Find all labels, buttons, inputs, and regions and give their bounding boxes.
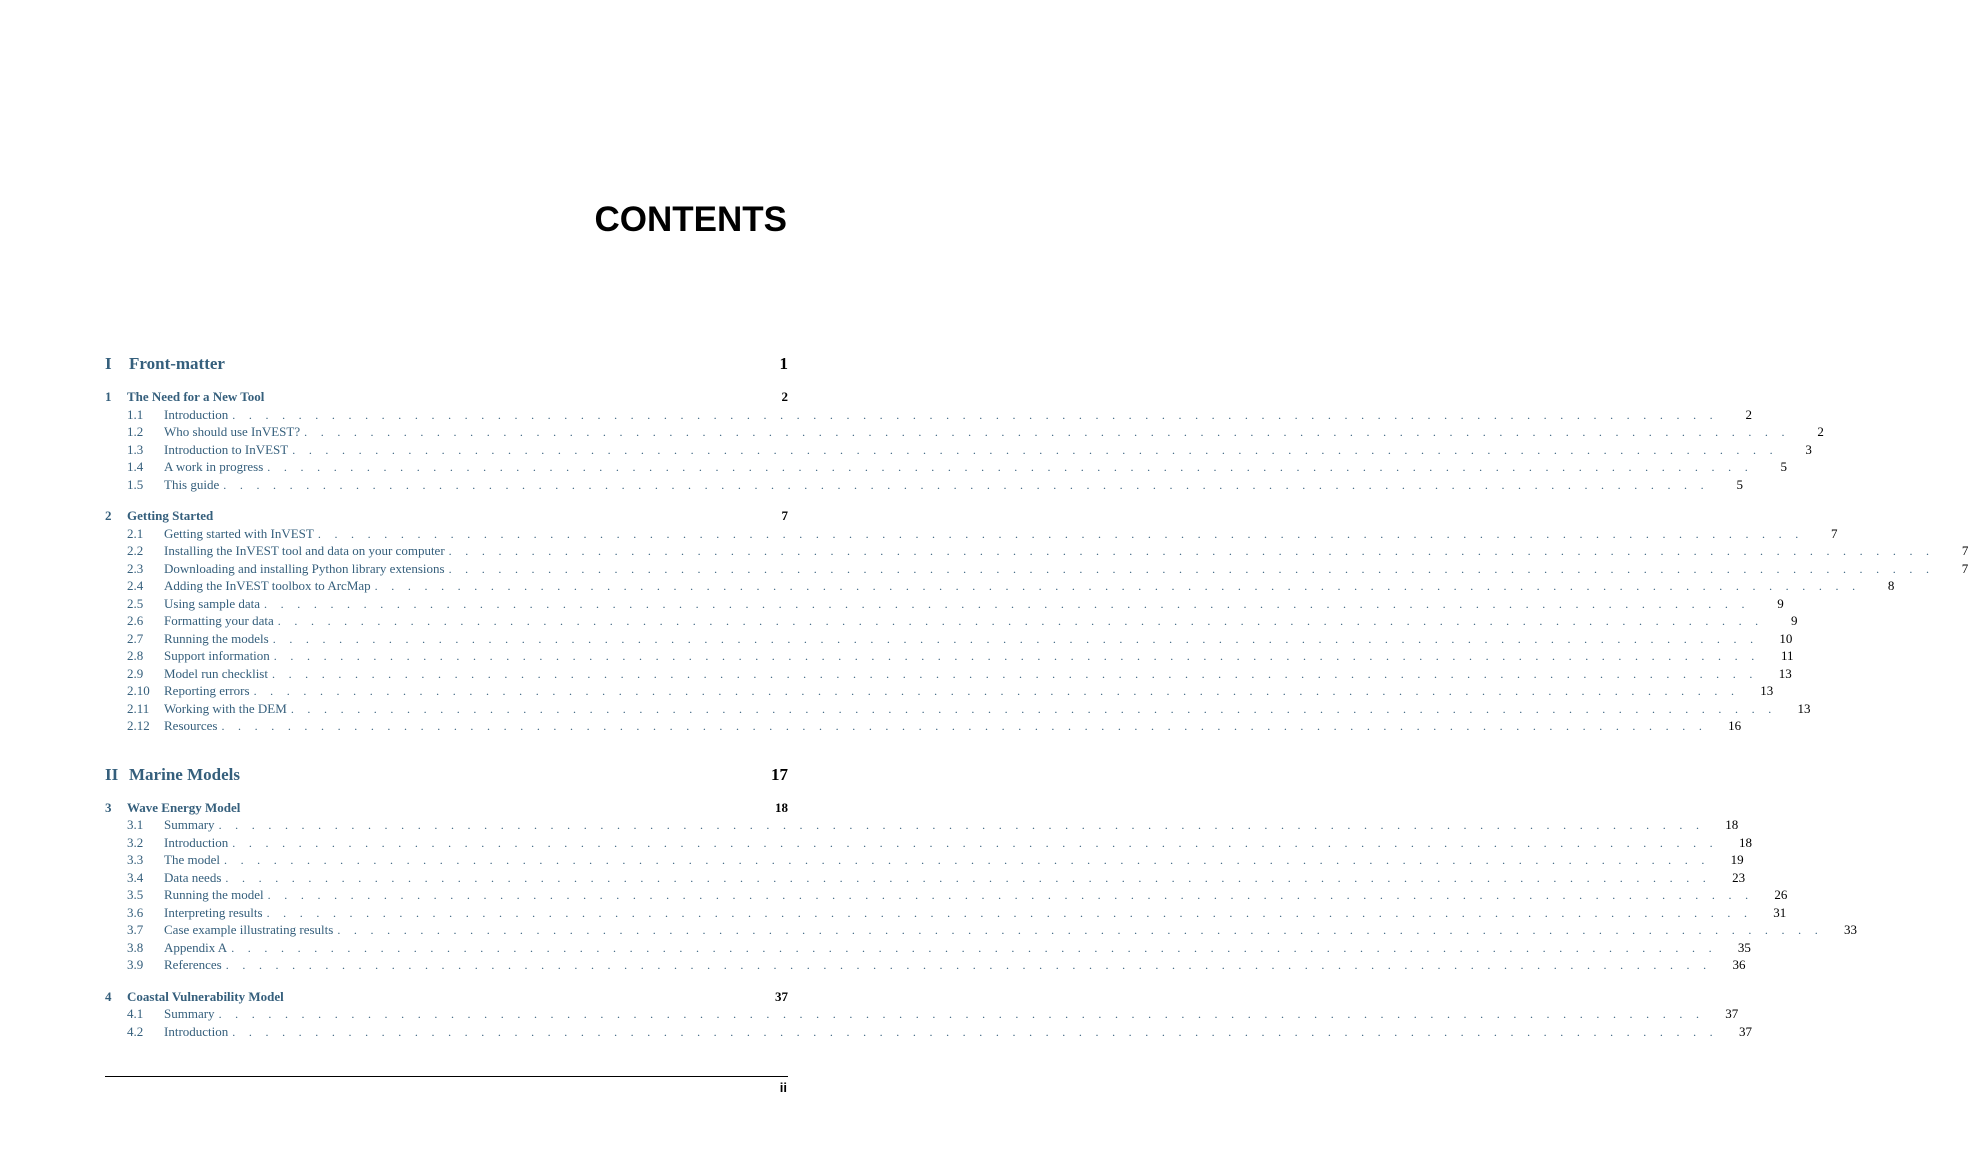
toc-section-title: Model run checklist (164, 665, 268, 681)
toc-section-number: 2.7 (127, 630, 144, 646)
toc-section-number: 2.12 (127, 718, 150, 733)
toc-section-title: Introduction to InVEST (164, 441, 289, 457)
toc-section-entry[interactable] (105, 682, 1774, 700)
toc-section-number: 1.1 (127, 406, 144, 422)
toc-section-number: 3.5 (127, 887, 144, 902)
toc-section-page: 8 (1887, 578, 1895, 593)
toc-leader-dots: . . . . . . . . . . . . . . . . . . . . . . . . . . . . . . . . . . . . . . . . . . . . . . . . . . . . . . . . . . . . . . . . . . . . . . . . . . . . . . . . . . . . . . . . . . (317, 526, 1804, 541)
page-title: CONTENTS (594, 200, 787, 239)
toc-section-entry[interactable] (105, 595, 1784, 613)
toc-chapter-entry[interactable] (105, 799, 788, 817)
toc-part-number: II (105, 764, 119, 784)
toc-chapter-entry[interactable] (105, 507, 788, 525)
toc-chapter-number: 4 (105, 988, 112, 1004)
toc-section-title: Running the models (164, 630, 269, 646)
toc-section-page: 31 (1773, 904, 1787, 920)
toc-section-entry[interactable] (105, 476, 1743, 494)
toc-part-title: Marine Models (129, 764, 240, 784)
toc-section-title: Using sample data (164, 595, 261, 611)
toc-section-title: Running the model (164, 887, 264, 902)
toc-section-title: Introduction (164, 1023, 229, 1039)
toc-section-number: 4.1 (127, 1006, 144, 1021)
toc-leader-dots: . . . . . . . . . . . . . . . . . . . . . . . . . . . . . . . . . . . . . . . . . . . . . . . . . . . . . . . . . . . . . . . . . . . . . . . . . . . . . . . . . . . . . . . . . . (225, 958, 1712, 972)
toc-section-entry[interactable] (105, 665, 1792, 683)
toc-section-title: Adding the InVEST toolbox to ArcMap (164, 578, 371, 593)
toc-leader-dots: . . . . . . . . . . . . . . . . . . . . . . . . . . . . . . . . . . . . . . . . . . . . . . . . . . . . . . . . . . . . . . . . . . . . . . . . . . . . . . . . . . . . . . . . . . (223, 853, 1710, 867)
toc-chapter-entry[interactable] (105, 388, 788, 406)
toc-leader-dots: . . . . . . . . . . . . . . . . . . . . . . . . . . . . . . . . . . . . . . . . . . . . . . . . . . . . . . . . . . . . . . . . . . . . . . . . . . . . . . . . . . . . . . . . . . (448, 544, 1935, 558)
toc-leader-dots: . . . . . . . . . . . . . . . . . . . . . . . . . . . . . . . . . . . . . . . . . . . . . . . . . . . . . . . . . . . . . . . . . . . . . . . . . . . . . . . . . . . . . . . . . . (337, 923, 1824, 937)
toc-section-page: 13 (1797, 700, 1811, 716)
toc-section-title: This guide (164, 476, 220, 492)
toc-section-page: 18 (1738, 834, 1752, 850)
toc-section-title: Support information (164, 648, 270, 663)
toc-section-number: 3.7 (127, 922, 144, 937)
toc-part-label (105, 354, 225, 374)
toc-section-page: 9 (1777, 595, 1784, 611)
footer-page-number: ii (779, 1080, 787, 1095)
toc-section-entry[interactable] (105, 577, 1895, 595)
toc-chapter-label (105, 988, 284, 1006)
toc-section-title: Formatting your data (164, 613, 274, 628)
toc-section-page: 16 (1728, 718, 1742, 733)
toc-leader-dots: . . . . . . . . . . . . . . . . . . . . . . . . . . . . . . . . . . . . . . . . . . . . . . . . . . . . . . . . . . . . . . . . . . . . . . . . . . . . . . . . . . . . . . . . . . (232, 1024, 1718, 1039)
toc-section-entry[interactable] (105, 886, 1788, 904)
toc-section-number: 2.8 (127, 648, 144, 663)
toc-section-page: 26 (1774, 887, 1788, 902)
toc-section-number: 2.10 (127, 683, 150, 698)
toc-section-page: 11 (1780, 648, 1794, 663)
toc-chapter-number: 2 (105, 508, 112, 523)
toc-section-page: 5 (1780, 459, 1787, 474)
toc-chapter-title: Wave Energy Model (127, 799, 241, 815)
toc-leader-dots: . . . . . . . . . . . . . . . . . . . . . . . . . . . . . . . . . . . . . . . . . . . . . . . . . . . . . . . . . . . . . . . . . . . . . . . . . . . . . . . . . . . . . . . . . . (231, 940, 1717, 955)
toc-section-page: 35 (1737, 939, 1751, 955)
toc-section-entry[interactable] (105, 700, 1811, 718)
toc-section-page: 2 (1817, 424, 1824, 439)
toc-leader-dots: . . . . . . . . . . . . . . . . . . . . . . . . . . . . . . . . . . . . . . . . . . . . . . . . . . . . . . . . . . . . . . . . . . . . . . . . . . . . . . . . . . . . . . . . . . (290, 701, 1777, 716)
toc-section-page: 19 (1730, 852, 1744, 867)
footer-divider (105, 1076, 788, 1077)
toc-leader-dots: . . . . . . . . . . . . . . . . . . . . . . . . . . . . . . . . . . . . . . . . . . . . . . . . . . . . . . . . . . . . . . . . . . . . . . . . . . . . . . . . . . . . . . . . . . (221, 719, 1708, 733)
toc-chapter-page: 2 (781, 389, 788, 404)
toc-section-entry[interactable] (105, 904, 1787, 922)
toc-section-title: The model (164, 852, 220, 867)
toc-section-entry[interactable] (105, 851, 1744, 869)
toc-section-title: Data needs (164, 869, 222, 885)
toc-section-number: 3.8 (127, 939, 144, 955)
toc-section-page: 36 (1732, 957, 1746, 972)
toc-chapter-entry[interactable] (105, 988, 788, 1006)
toc-section-page: 13 (1760, 683, 1774, 698)
toc-chapter-label (105, 799, 240, 817)
toc-part-entry[interactable] (105, 765, 788, 785)
toc-section-title: Reporting errors (164, 683, 250, 698)
toc-section-page: 9 (1790, 613, 1798, 628)
toc-section-entry[interactable] (105, 630, 1793, 648)
toc-leader-dots: . . . . . . . . . . . . . . . . . . . . . . . . . . . . . . . . . . . . . . . . . . . . . . . . . . . . . . . . . . . . . . . . . . . . . . . . . . . . . . . . . . . . . . . . . . (218, 1007, 1705, 1021)
toc-section-entry[interactable] (105, 441, 1812, 459)
toc-section-number: 2.1 (127, 525, 144, 541)
toc-chapter-label (105, 507, 213, 525)
toc-section-page: 7 (1961, 543, 1968, 558)
toc-section-entry[interactable] (105, 612, 1798, 630)
toc-section-number: 1.3 (127, 441, 144, 457)
toc-section-title: Who should use InVEST? (164, 424, 301, 439)
toc-leader-dots: . . . . . . . . . . . . . . . . . . . . . . . . . . . . . . . . . . . . . . . . . . . . . . . . . . . . . . . . . . . . . . . . . . . . . . . . . . . . . . . . . . . . . . . . . . (292, 442, 1778, 457)
toc-section-title: Summary (164, 817, 215, 832)
toc-section-title: Downloading and installing Python library extensions (164, 560, 445, 576)
toc-section-page: 13 (1778, 665, 1792, 681)
toc-chapter-title: The Need for a New Tool (127, 389, 265, 404)
toc-leader-dots: . . . . . . . . . . . . . . . . . . . . . . . . . . . . . . . . . . . . . . . . . . . . . . . . . . . . . . . . . . . . . . . . . . . . . . . . . . . . . . . . . . . . . . . . . . (271, 666, 1758, 681)
toc-leader-dots: . . . . . . . . . . . . . . . . . . . . . . . . . . . . . . . . . . . . . . . . . . . . . . . . . . . . . . . . . . . . . . . . . . . . . . . . . . . . . . . . . . . . . . . . . . (267, 888, 1754, 902)
toc-chapter-title: Getting Started (127, 508, 214, 523)
toc-chapter-page: 37 (775, 988, 788, 1004)
toc-section-number: 2.11 (127, 700, 150, 716)
toc-section-page: 23 (1732, 869, 1746, 885)
toc-leader-dots: . . . . . . . . . . . . . . . . . . . . . . . . . . . . . . . . . . . . . . . . . . . . . . . . . . . . . . . . . . . . . . . . . . . . . . . . . . . . . . . . . . . . . . . . . . (223, 477, 1709, 492)
toc-section-title: Installing the InVEST tool and data on your computer (164, 543, 445, 558)
toc-leader-dots: . . . . . . . . . . . . . . . . . . . . . . . . . . . . . . . . . . . . . . . . . . . . . . . . . . . . . . . . . . . . . . . . . . . . . . . . . . . . . . . . . . . . . . . . . . (264, 596, 1750, 611)
toc-section-page: 7 (1961, 560, 1968, 576)
toc-section-title: Introduction (164, 406, 229, 422)
toc-section-entry[interactable] (105, 834, 1752, 852)
toc-section-entry[interactable] (105, 525, 1838, 543)
toc-leader-dots: . . . . . . . . . . . . . . . . . . . . . . . . . . . . . . . . . . . . . . . . . . . . . . . . . . . . . . . . . . . . . . . . . . . . . . . . . . . . . . . . . . . . . . . . . . (225, 870, 1712, 885)
toc-chapter-number: 3 (105, 799, 112, 815)
toc-part-page: 1 (779, 354, 788, 373)
toc-section-page: 37 (1738, 1023, 1752, 1039)
toc-section-page: 18 (1725, 817, 1739, 832)
toc-part-page: 17 (771, 764, 788, 784)
toc-part-entry[interactable] (105, 354, 788, 374)
toc-part-label (105, 765, 240, 785)
toc-leader-dots: . . . . . . . . . . . . . . . . . . . . . . . . . . . . . . . . . . . . . . . . . . . . . . . . . . . . . . . . . . . . . . . . . . . . . . . . . . . . . . . . . . . . . . . . . . (273, 649, 1760, 663)
toc-section-entry[interactable] (105, 956, 1746, 974)
toc-section-number: 3.2 (127, 834, 144, 850)
toc-section-number: 1.5 (127, 476, 144, 492)
toc-section-entry[interactable] (105, 921, 1858, 939)
toc-section-entry[interactable] (105, 1005, 1739, 1023)
toc-section-number: 2.3 (127, 560, 144, 576)
toc-chapter-number: 1 (105, 389, 112, 404)
toc-section-number: 2.9 (127, 665, 144, 681)
toc-leader-dots: . . . . . . . . . . . . . . . . . . . . . . . . . . . . . . . . . . . . . . . . . . . . . . . . . . . . . . . . . . . . . . . . . . . . . . . . . . . . . . . . . . . . . . . . . . (232, 407, 1718, 422)
toc-section-page: 5 (1736, 476, 1743, 492)
toc-section-entry[interactable] (105, 939, 1751, 957)
toc-section-page: 2 (1745, 406, 1752, 422)
toc-section-title: A work in progress (164, 459, 264, 474)
toc-chapter-label (105, 388, 264, 406)
toc-part-number: I (105, 354, 112, 373)
toc-section-entry[interactable] (105, 406, 1752, 424)
toc-section-number: 4.2 (127, 1023, 144, 1039)
toc-chapter-title: Coastal Vulnerability Model (127, 988, 284, 1004)
toc-section-page: 7 (1831, 525, 1838, 541)
toc-leader-dots: . . . . . . . . . . . . . . . . . . . . . . . . . . . . . . . . . . . . . . . . . . . . . . . . . . . . . . . . . . . . . . . . . . . . . . . . . . . . . . . . . . . . . . . . . . (277, 614, 1764, 628)
toc-section-number: 2.5 (127, 595, 144, 611)
toc-leader-dots: . . . . . . . . . . . . . . . . . . . . . . . . . . . . . . . . . . . . . . . . . . . . . . . . . . . . . . . . . . . . . . . . . . . . . . . . . . . . . . . . . . . . . . . . . . (448, 561, 1935, 576)
toc-section-number: 3.4 (127, 869, 144, 885)
toc-section-number: 1.2 (127, 424, 144, 439)
toc-section-page: 3 (1805, 441, 1812, 457)
toc-section-title: References (164, 957, 222, 972)
table-of-contents (105, 354, 1968, 1040)
toc-section-number: 3.3 (127, 852, 144, 867)
toc-section-title: Resources (164, 718, 218, 733)
toc-chapter-page: 7 (781, 508, 788, 523)
toc-section-number: 3.6 (127, 904, 144, 920)
toc-leader-dots: . . . . . . . . . . . . . . . . . . . . . . . . . . . . . . . . . . . . . . . . . . . . . . . . . . . . . . . . . . . . . . . . . . . . . . . . . . . . . . . . . . . . . . . . . . (374, 579, 1861, 593)
toc-section-page: 37 (1725, 1006, 1739, 1021)
toc-section-entry[interactable] (105, 869, 1746, 887)
toc-chapter-page: 18 (775, 799, 788, 815)
toc-section-title: Working with the DEM (164, 700, 287, 716)
toc-part-title: Front-matter (129, 354, 225, 373)
toc-section-entry[interactable] (105, 423, 1824, 441)
toc-leader-dots: . . . . . . . . . . . . . . . . . . . . . . . . . . . . . . . . . . . . . . . . . . . . . . . . . . . . . . . . . . . . . . . . . . . . . . . . . . . . . . . . . . . . . . . . . . (304, 425, 1790, 439)
toc-section-entry[interactable] (105, 542, 1968, 560)
toc-section-entry[interactable] (105, 647, 1794, 665)
toc-section-number: 3.9 (127, 957, 144, 972)
toc-section-number: 2.2 (127, 543, 144, 558)
toc-section-entry[interactable] (105, 717, 1742, 735)
toc-section-entry[interactable] (105, 816, 1739, 834)
toc-leader-dots: . . . . . . . . . . . . . . . . . . . . . . . . . . . . . . . . . . . . . . . . . . . . . . . . . . . . . . . . . . . . . . . . . . . . . . . . . . . . . . . . . . . . . . . . . . (232, 835, 1718, 850)
toc-section-title: Case example illustrating results (164, 922, 334, 937)
toc-section-title: Introduction (164, 834, 229, 850)
toc-section-page: 10 (1779, 630, 1793, 646)
toc-section-entry[interactable] (105, 1023, 1752, 1041)
toc-section-title: Appendix A (164, 939, 228, 955)
toc-section-number: 3.1 (127, 817, 144, 832)
toc-leader-dots: . . . . . . . . . . . . . . . . . . . . . . . . . . . . . . . . . . . . . . . . . . . . . . . . . . . . . . . . . . . . . . . . . . . . . . . . . . . . . . . . . . . . . . . . . . (218, 818, 1705, 832)
toc-section-number: 2.4 (127, 578, 144, 593)
toc-section-title: Summary (164, 1006, 215, 1021)
toc-section-number: 1.4 (127, 459, 144, 474)
toc-section-entry[interactable] (105, 458, 1787, 476)
toc-leader-dots: . . . . . . . . . . . . . . . . . . . . . . . . . . . . . . . . . . . . . . . . . . . . . . . . . . . . . . . . . . . . . . . . . . . . . . . . . . . . . . . . . . . . . . . . . . (266, 905, 1753, 920)
toc-leader-dots: . . . . . . . . . . . . . . . . . . . . . . . . . . . . . . . . . . . . . . . . . . . . . . . . . . . . . . . . . . . . . . . . . . . . . . . . . . . . . . . . . . . . . . . . . . (253, 684, 1740, 698)
toc-section-title: Interpreting results (164, 904, 263, 920)
toc-section-entry[interactable] (105, 560, 1968, 578)
toc-section-page: 33 (1844, 922, 1858, 937)
toc-leader-dots: . . . . . . . . . . . . . . . . . . . . . . . . . . . . . . . . . . . . . . . . . . . . . . . . . . . . . . . . . . . . . . . . . . . . . . . . . . . . . . . . . . . . . . . . . . (272, 631, 1759, 646)
toc-section-number: 2.6 (127, 613, 144, 628)
toc-section-title: Getting started with InVEST (164, 525, 314, 541)
toc-leader-dots: . . . . . . . . . . . . . . . . . . . . . . . . . . . . . . . . . . . . . . . . . . . . . . . . . . . . . . . . . . . . . . . . . . . . . . . . . . . . . . . . . . . . . . . . . . (267, 460, 1753, 474)
